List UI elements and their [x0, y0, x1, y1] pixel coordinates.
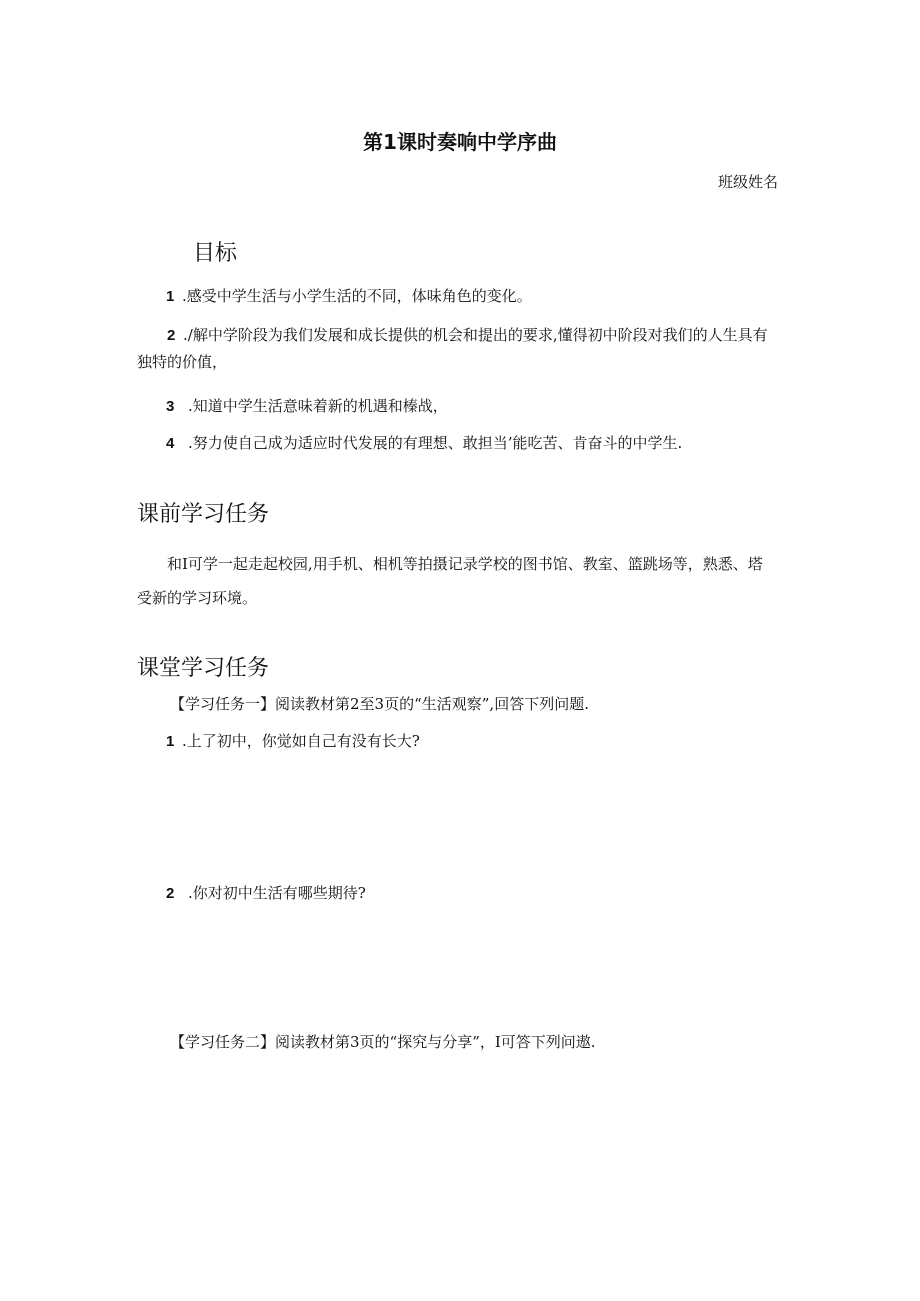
- task2-instruction: 【学习任务二】阅读教材第3页的“探究与分享”，I可答下列问遨.: [170, 1033, 596, 1051]
- question-number: 2: [166, 885, 175, 902]
- class-name-label: 班级姓名: [718, 173, 779, 191]
- goal-number: 2: [167, 327, 176, 344]
- in-class-heading: 课堂学习任务: [137, 656, 270, 681]
- goal-item-2: [137, 322, 777, 375]
- question-text: .上了初中，你觉如自己有没有长大?: [182, 732, 420, 750]
- goal-item-3: [166, 396, 448, 417]
- goal-number: 1: [166, 288, 175, 305]
- goals-heading: 目标: [193, 241, 238, 266]
- question-text: .你对初中生活有哪些期待?: [188, 884, 366, 902]
- question-number: 1: [166, 733, 175, 750]
- page-title: 第1课时奏响中学序曲: [363, 130, 557, 154]
- question-2: [166, 883, 366, 904]
- task1-instruction: 【学习任务一】阅读教材第2至3页的“生活观察”,回答下列问题.: [170, 695, 589, 713]
- goal-item-4: [166, 433, 682, 454]
- goal-number: 3: [166, 398, 175, 415]
- goal-item-1: [166, 286, 532, 307]
- pre-class-text: 和I可学一起走起校园,用手机、相机等拍摄记录学校的图书馆、教室、篮跳场等，熟悉、塔受新的学习环境。: [137, 555, 763, 607]
- goal-number: 4: [166, 435, 175, 452]
- goal-text: .知道中学生活意味着新的机遇和榛战，: [188, 397, 448, 415]
- pre-class-heading: 课前学习任务: [137, 502, 270, 527]
- question-1: [166, 731, 420, 752]
- goal-text: ./解中学阶段为我们发展和成长提供的机会和提出的要求,懂得初中阶段对我们的人生具有独特的价值，: [137, 326, 768, 371]
- goal-text: .努力使自己成为适应时代发展的有理想、敢担当’能吃苦、肯奋斗的中学生.: [188, 434, 683, 452]
- goal-text: .感受中学生活与小学生活的不同，体味角色的变化。: [182, 287, 532, 305]
